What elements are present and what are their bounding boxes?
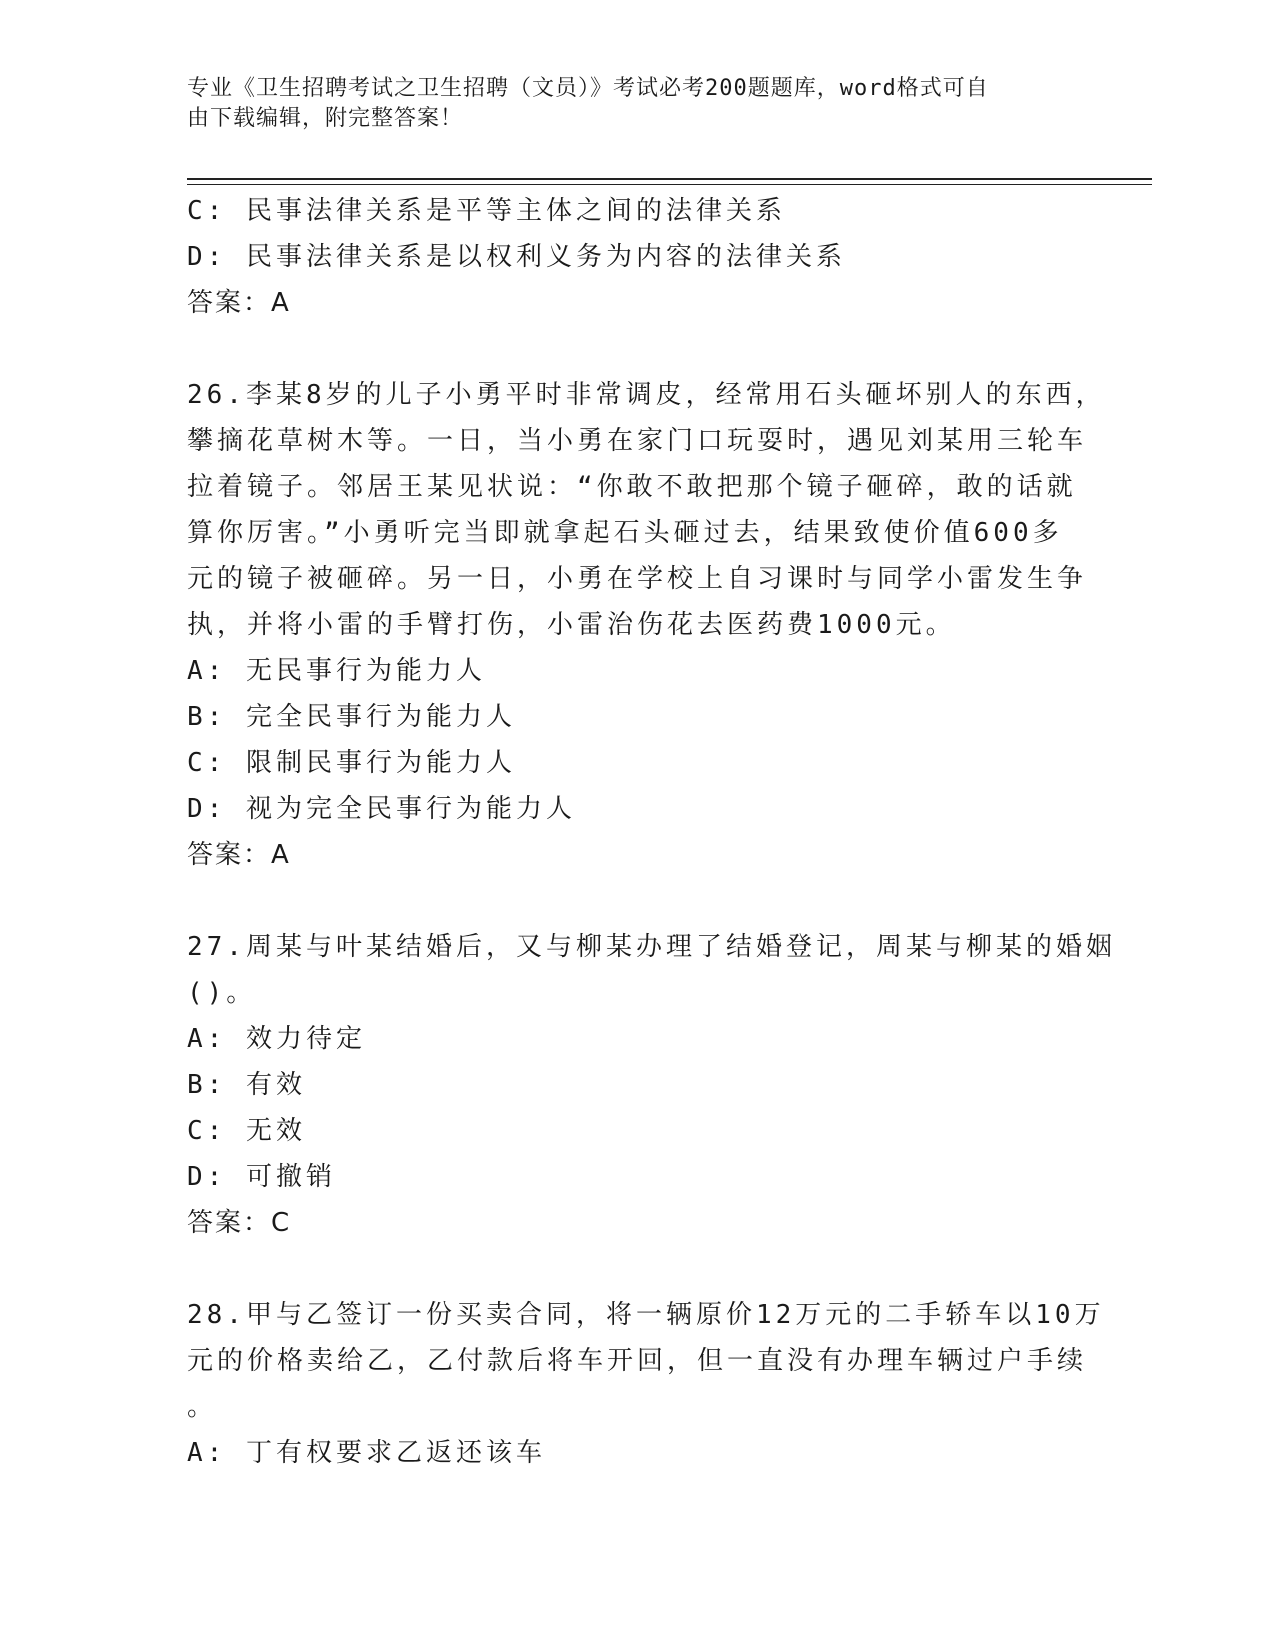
q28-option-a: A: 丁有权要求乙返还该车 bbox=[187, 1438, 546, 1468]
prev-option-d: D: 民事法律关系是以权利义务为内容的法律关系 bbox=[187, 242, 846, 272]
q28-text-line: 。 bbox=[187, 1392, 218, 1422]
prev-answer: 答案：A bbox=[187, 288, 291, 318]
q26-option-b: B: 完全民事行为能力人 bbox=[187, 702, 516, 732]
spacer bbox=[187, 878, 1077, 924]
q28-text-line: 28.甲与乙签订一份买卖合同，将一辆原价12万元的二手轿车以10万 bbox=[187, 1300, 1105, 1330]
question-28 bbox=[187, 1292, 1105, 1476]
q26-option-a: A: 无民事行为能力人 bbox=[187, 656, 486, 686]
q27-text-line: ()。 bbox=[187, 978, 257, 1008]
q27-option-a: A: 效力待定 bbox=[187, 1024, 366, 1054]
q26-text-line: 攀摘花草树木等。一日，当小勇在家门口玩耍时，遇见刘某用三轮车 bbox=[187, 426, 1088, 456]
q27-answer: 答案：C bbox=[187, 1208, 292, 1238]
q26-text-line: 拉着镜子。邻居王某见状说：“你敢不敢把那个镜子砸碎，敢的话就 bbox=[187, 472, 1077, 502]
q27-text-line: 27.周某与叶某结婚后，又与柳某办理了结婚登记，周某与柳某的婚姻 bbox=[187, 932, 1116, 962]
header-line-1: 专业《卫生招聘考试之卫生招聘（文员）》考试必考200题题库，word格式可自 bbox=[187, 76, 989, 101]
q27-option-c: C: 无效 bbox=[187, 1116, 306, 1146]
q27-option-b: B: 有效 bbox=[187, 1070, 306, 1100]
q26-text-line: 执，并将小雷的手臂打伤，小雷治伤花去医药费1000元。 bbox=[187, 610, 956, 640]
question-27 bbox=[187, 924, 1116, 1246]
header-rule-thick bbox=[187, 178, 1152, 180]
q26-text-line: 26.李某8岁的儿子小勇平时非常调皮，经常用石头砸坏别人的东西， bbox=[187, 380, 1106, 410]
spacer bbox=[187, 326, 1077, 372]
q26-text-line: 元的镜子被砸碎。另一日，小勇在学校上自习课时与同学小雷发生争 bbox=[187, 564, 1088, 594]
document-header bbox=[187, 74, 1067, 134]
document-body bbox=[187, 188, 1116, 1476]
header-line-2: 由下载编辑，附完整答案！ bbox=[187, 106, 464, 131]
question-26 bbox=[187, 372, 1106, 878]
q26-answer: 答案：A bbox=[187, 840, 291, 870]
q26-option-c: C: 限制民事行为能力人 bbox=[187, 748, 516, 778]
q27-option-d: D: 可撤销 bbox=[187, 1162, 336, 1192]
q28-text-line: 元的价格卖给乙，乙付款后将车开回，但一直没有办理车辆过户手续 bbox=[187, 1346, 1088, 1376]
q26-option-d: D: 视为完全民事行为能力人 bbox=[187, 794, 576, 824]
q26-text-line: 算你厉害。”小勇听完当即就拿起石头砸过去，结果致使价值600多 bbox=[187, 518, 1063, 548]
header-rule-thin bbox=[187, 184, 1152, 185]
spacer bbox=[187, 1246, 1077, 1292]
prev-option-c: C: 民事法律关系是平等主体之间的法律关系 bbox=[187, 196, 786, 226]
